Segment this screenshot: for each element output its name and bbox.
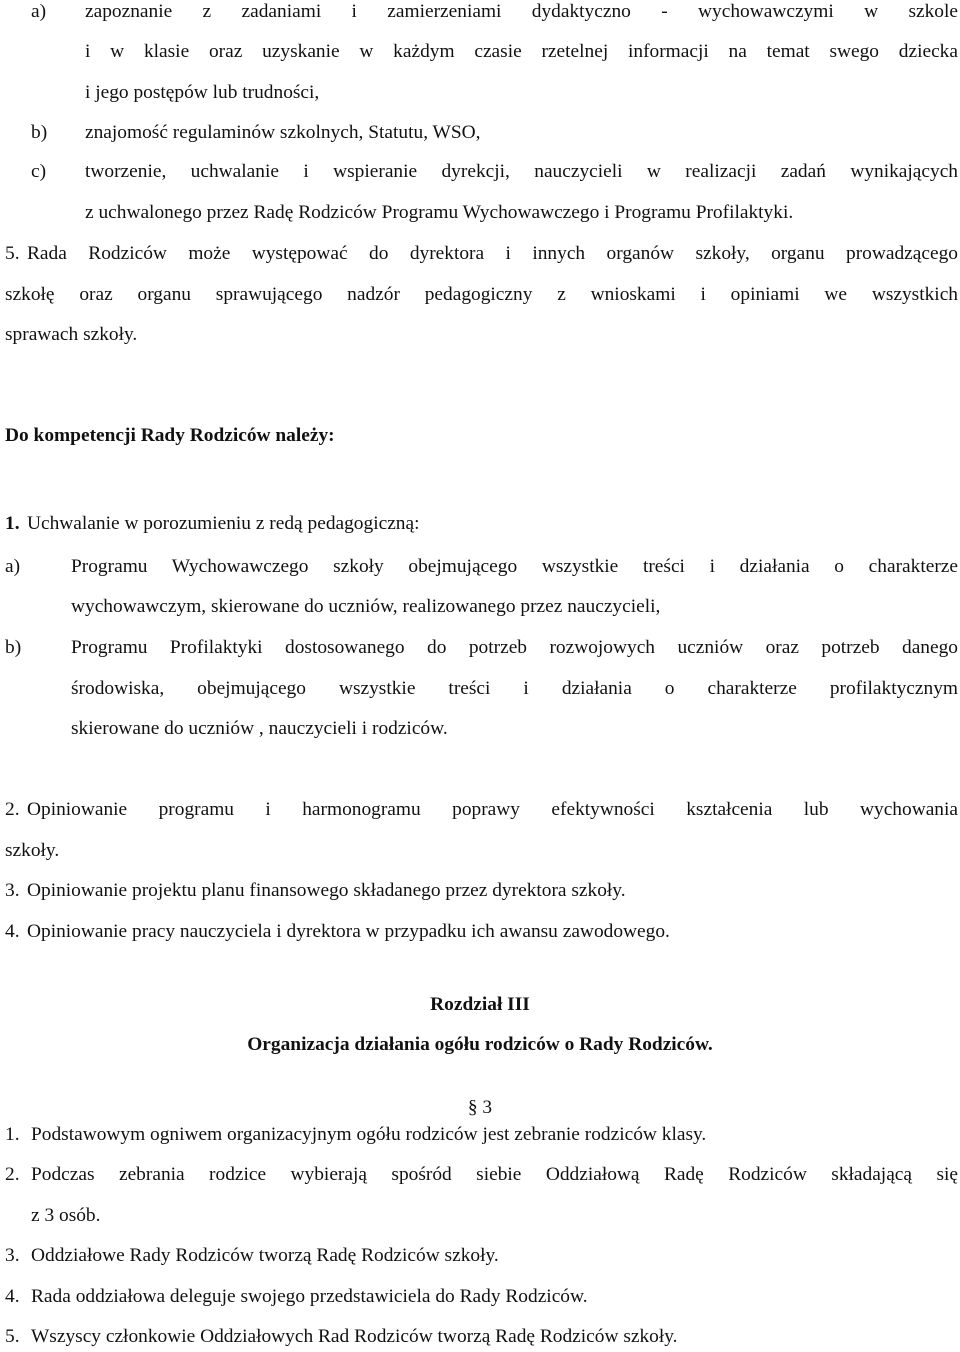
list-label: c) bbox=[31, 161, 47, 182]
list-label: b) bbox=[31, 122, 48, 143]
subitem-line: Programu Profilaktyki dostosowanego do potrzeb rozwojowych uczniów oraz potrzeb danego bbox=[71, 637, 958, 658]
list-line: i w klasie oraz uzyskanie w każdym czasie rzetelnej informacji na temat swego dziecka bbox=[85, 41, 958, 62]
item-number: 3. bbox=[5, 880, 20, 901]
item-line: Opiniowanie programu i harmonogramu poprawy efektywności kształcenia lub wychowania bbox=[27, 799, 958, 820]
paragraph-line: z 3 osób. bbox=[31, 1205, 101, 1226]
item-line: szkoły. bbox=[5, 840, 60, 861]
point-number: 5. bbox=[5, 243, 20, 264]
paragraph-number: 3. bbox=[5, 1245, 20, 1266]
chapter-title: Rozdział III bbox=[430, 994, 530, 1015]
point-line: szkołę oraz organu sprawującego nadzór pedagogiczny z wnioskami i opiniami we wszystkich bbox=[5, 284, 958, 305]
paragraph-text: Rada oddziałowa deleguje swojego przedstawiciela do Rady Rodziców. bbox=[31, 1286, 588, 1307]
list-line: zapoznanie z zadaniami i zamierzeniami dydaktyczno - wychowawczymi w szkole bbox=[85, 1, 958, 22]
point-line: sprawach szkoły. bbox=[5, 324, 138, 345]
list-line: z uchwalonego przez Radę Rodziców Programu Wychowawczego i Programu Profilaktyki. bbox=[85, 202, 794, 223]
subitem-label: b) bbox=[5, 637, 22, 658]
paragraph-number: 4. bbox=[5, 1286, 20, 1307]
item-number: 4. bbox=[5, 921, 20, 942]
paragraph-line: Podczas zebrania rodzice wybierają spośród siebie Oddziałową Radę Rodziców składającą się bbox=[31, 1164, 958, 1185]
subitem-line: środowiska, obejmującego wszystkie treści i działania o charakterze profilaktycznym bbox=[71, 678, 958, 699]
item-text: Opiniowanie projektu planu finansowego składanego przez dyrektora szkoły. bbox=[27, 880, 626, 901]
subitem-line: wychowawczym, skierowane do uczniów, realizowanego przez nauczycieli, bbox=[71, 596, 661, 617]
paragraph-number: 5. bbox=[5, 1326, 20, 1347]
competence-heading: Do kompetencji Rady Rodziców należy: bbox=[5, 425, 335, 446]
paragraph-text: Podstawowym ogniwem organizacyjnym ogółu rodziców jest zebranie rodziców klasy. bbox=[31, 1124, 707, 1145]
item-text: Uchwalanie w porozumieniu z redą pedagogiczną: bbox=[27, 513, 420, 534]
item-number: 1. bbox=[5, 513, 20, 534]
subitem-line: skierowane do uczniów , nauczycieli i rodziców. bbox=[71, 718, 448, 739]
paragraph-text: Oddziałowe Rady Rodziców tworzą Radę Rodziców szkoły. bbox=[31, 1245, 499, 1266]
section-mark: § 3 bbox=[467, 1097, 493, 1118]
paragraph-text: Wszyscy członkowie Oddziałowych Rad Rodziców tworzą Radę Rodziców szkoły. bbox=[31, 1326, 678, 1347]
paragraph-number: 2. bbox=[5, 1164, 20, 1185]
paragraph-number: 1. bbox=[5, 1124, 20, 1145]
item-number: 2. bbox=[5, 799, 20, 820]
chapter-subtitle: Organizacja działania ogółu rodziców o Rady Rodziców. bbox=[247, 1034, 713, 1055]
list-label: a) bbox=[31, 1, 47, 22]
item-text: Opiniowanie pracy nauczyciela i dyrektora w przypadku ich awansu zawodowego. bbox=[27, 921, 670, 942]
list-line: znajomość regulaminów szkolnych, Statutu, WSO, bbox=[85, 122, 481, 143]
subitem-label: a) bbox=[5, 556, 21, 577]
subitem-line: Programu Wychowawczego szkoły obejmującego wszystkie treści i działania o charakterze bbox=[71, 556, 958, 577]
list-line: i jego postępów lub trudności, bbox=[85, 82, 320, 103]
list-line: tworzenie, uchwalanie i wspieranie dyrekcji, nauczycieli w realizacji zadań wynikających bbox=[85, 161, 958, 182]
point-line: Rada Rodziców może występować do dyrektora i innych organów szkoły, organu prowadzącego bbox=[27, 243, 958, 264]
